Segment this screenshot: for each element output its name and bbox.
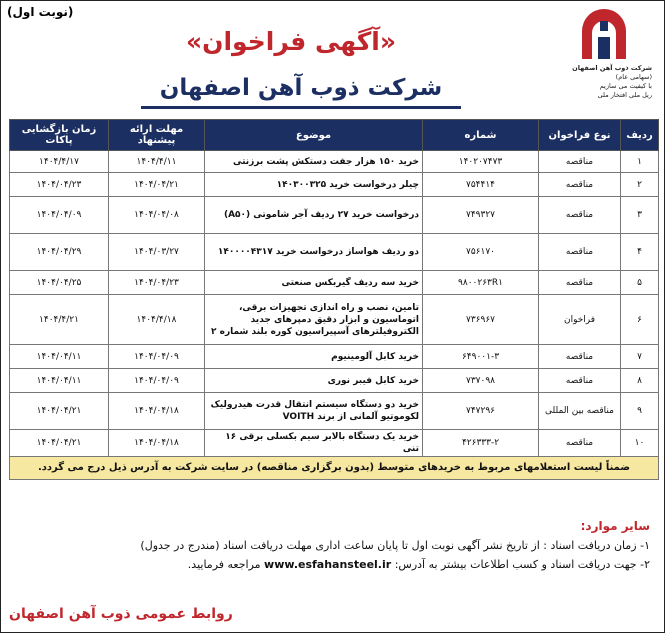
cell-type: فراخوان: [539, 295, 621, 345]
other-line-1: ۱- زمان دریافت اسناد : از تاریخ نشر آگهی نوبت اول تا پایان ساعت اداری مهلت دریافت اسناد (مندرج در جدول): [140, 539, 650, 552]
cell-index: ۲: [621, 173, 659, 197]
cell-opening: ۱۴۰۴/۰۴/۲۹: [10, 234, 109, 271]
other-heading: سایر موارد:: [580, 519, 650, 533]
cell-deadline: ۱۴۰۴/۰۳/۲۷: [109, 234, 205, 271]
cell-subject: خرید کابل فیبر نوری: [205, 369, 423, 393]
cell-index: ۵: [621, 271, 659, 295]
cell-index: ۶: [621, 295, 659, 345]
table-row: [10, 271, 659, 295]
logo-caption: [572, 64, 652, 100]
cell-index: ۴: [621, 234, 659, 271]
table-row: [10, 345, 659, 369]
cell-type: مناقصه: [539, 430, 621, 457]
cell-type: مناقصه: [539, 369, 621, 393]
cell-subject: خرید ۱۵۰ هزار جفت دستکش پشت برزنتی: [205, 151, 423, 173]
cell-number: ۹۸۰۰۲۶۳R۱: [423, 271, 539, 295]
cell-type: مناقصه: [539, 197, 621, 234]
cell-opening: ۱۴۰۴/۴/۱۷: [10, 151, 109, 173]
cell-number: ۷۳۷۰۹۸: [423, 369, 539, 393]
cell-index: ۳: [621, 197, 659, 234]
tenders-table: [9, 119, 659, 480]
cell-type: مناقصه: [539, 173, 621, 197]
cell-index: ۱: [621, 151, 659, 173]
cell-subject: خرید کابل آلومینیوم: [205, 345, 423, 369]
cell-opening: ۱۴۰۴/۴/۲۱: [10, 295, 109, 345]
cell-deadline: ۱۴۰۴/۰۴/۰۹: [109, 345, 205, 369]
company-logo: [534, 9, 652, 101]
cell-subject: چیلر درخواست خرید ۱۴۰۳۰۰۳۲۵: [205, 173, 423, 197]
table-header-row: [10, 120, 659, 151]
title-underline: [141, 106, 461, 109]
cell-subject: خرید یک دستگاه بالابر سیم بکسلی برقی ۱۶ تنی: [205, 430, 423, 457]
table-row: [10, 151, 659, 173]
cell-number: ۷۴۹۳۲۷: [423, 197, 539, 234]
cell-subject: خرید دو دستگاه سیستم انتقال قدرت هیدرولیک لکوموتیو آلمانی از برند VOITH: [205, 393, 423, 430]
cell-index: ۷: [621, 345, 659, 369]
cell-type: مناقصه بین المللی: [539, 393, 621, 430]
cell-opening: ۱۴۰۴/۰۴/۲۳: [10, 173, 109, 197]
cell-opening: ۱۴۰۴/۰۴/۲۱: [10, 393, 109, 430]
cell-deadline: ۱۴۰۴/۰۴/۰۸: [109, 197, 205, 234]
esfahan-steel-logo-icon: [578, 9, 630, 61]
cell-number: ۶۴۹۰۰۱-۳: [423, 345, 539, 369]
cell-deadline: ۱۴۰۴/۰۴/۲۱: [109, 173, 205, 197]
cell-subject: خرید سه ردیف گیربکس صنعتی: [205, 271, 423, 295]
logo-caption-line: شرکت ذوب آهن اصفهان: [572, 64, 652, 72]
cell-number: ۷۳۶۹۶۷: [423, 295, 539, 345]
col-header-opening: زمان بازگشایی پاکات: [10, 120, 109, 151]
company-name: شرکت ذوب آهن اصفهان: [159, 75, 443, 101]
cell-type: مناقصه: [539, 271, 621, 295]
cell-number: ۱۴۰۲۰۷۴۷۳: [423, 151, 539, 173]
other-line-2-post: مراجعه فرمایید.: [187, 558, 261, 571]
cell-deadline: ۱۴۰۴/۴/۱۸: [109, 295, 205, 345]
other-line-2-pre: ۲- جهت دریافت اسناد و کسب اطلاعات بیشتر به آدرس:: [394, 558, 650, 571]
cell-type: مناقصه: [539, 151, 621, 173]
cell-opening: ۱۴۰۴/۰۴/۱۱: [10, 345, 109, 369]
cell-deadline: ۱۴۰۴/۰۴/۰۹: [109, 369, 205, 393]
cell-subject: دو ردیف هواساز درخواست خرید ۱۴۰۰۰۰۴۳۱۷: [205, 234, 423, 271]
table-row: [10, 369, 659, 393]
public-relations-signature: روابط عمومی ذوب آهن اصفهان: [9, 606, 233, 622]
col-header-deadline: مهلت ارائه پیشنهاد: [109, 120, 205, 151]
cell-number: ۷۵۶۱۷۰: [423, 234, 539, 271]
table-row: [10, 430, 659, 457]
cell-opening: ۱۴۰۴/۰۴/۲۱: [10, 430, 109, 457]
table-row: [10, 197, 659, 234]
table-row: [10, 173, 659, 197]
website-link[interactable]: www.esfahansteel.ir: [264, 558, 392, 571]
cell-opening: ۱۴۰۴/۰۴/۲۵: [10, 271, 109, 295]
cell-number: ۴۲۶۳۳۳-۲: [423, 430, 539, 457]
col-header-index: ردیف: [621, 120, 659, 151]
logo-caption-line: (سهامی عام): [615, 73, 652, 81]
cell-type: مناقصه: [539, 234, 621, 271]
cell-opening: ۱۴۰۴/۰۴/۰۹: [10, 197, 109, 234]
cell-opening: ۱۴۰۴/۰۴/۱۱: [10, 369, 109, 393]
cell-number: ۷۵۴۴۱۴: [423, 173, 539, 197]
cell-index: ۸: [621, 369, 659, 393]
cell-index: ۹: [621, 393, 659, 430]
cell-deadline: ۱۴۰۴/۴/۱۱: [109, 151, 205, 173]
note-row: [10, 457, 659, 480]
cell-subject: درخواست خرید ۲۷ ردیف آجر شاموتی (A۵۰): [205, 197, 423, 234]
logo-caption-line: ریل ملی افتخار ملی: [597, 91, 652, 99]
table-row: [10, 295, 659, 345]
cell-deadline: ۱۴۰۴/۰۴/۲۳: [109, 271, 205, 295]
other-line-2: [20, 555, 650, 574]
notice-title: «آگهی فراخوان»: [186, 27, 396, 56]
col-header-subject: موضوع: [205, 120, 423, 151]
cell-number: ۷۴۷۲۹۶: [423, 393, 539, 430]
cell-deadline: ۱۴۰۴/۰۴/۱۸: [109, 393, 205, 430]
round-label: (نوبت اول): [7, 5, 74, 19]
cell-type: مناقصه: [539, 345, 621, 369]
other-section: [20, 517, 650, 574]
table-row: [10, 234, 659, 271]
cell-index: ۱۰: [621, 430, 659, 457]
col-header-type: نوع فراخوان: [539, 120, 621, 151]
note-text: ضمناً لیست استعلامهای مربوط به خریدهای متوسط (بدون برگزاری مناقصه) در سایت شرکت به آدرس ذیل درج می گردد.: [10, 457, 659, 480]
cell-subject: تامین، نصب و راه اندازی تجهیزات برقی، اتوماسیون و ابزار دقیق دمپرهای جدید الکتروفیلترهای آسپیراسیون کوره بلند شماره ۲: [205, 295, 423, 345]
table-row: [10, 393, 659, 430]
logo-caption-line: با کیفیت می سازیم: [599, 82, 652, 90]
cell-deadline: ۱۴۰۴/۰۴/۱۸: [109, 430, 205, 457]
col-header-number: شماره: [423, 120, 539, 151]
